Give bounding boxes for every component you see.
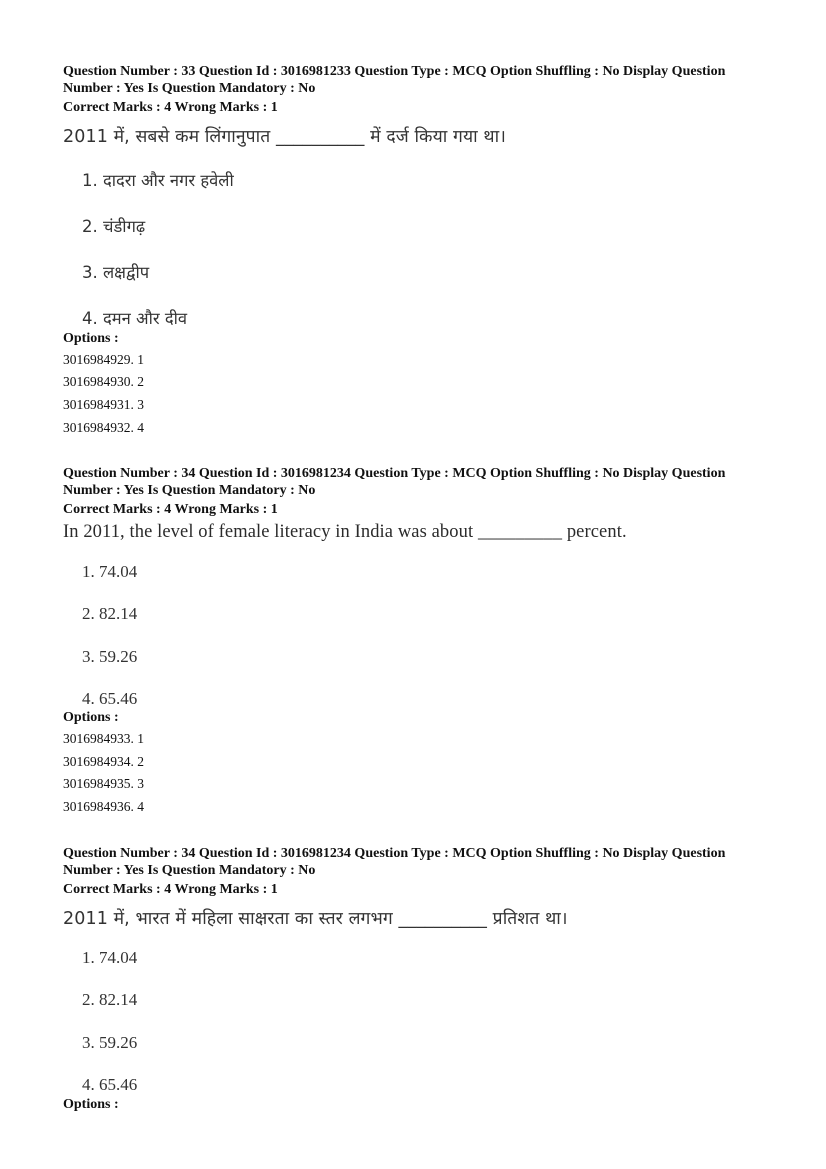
answer-choice: 1. 74.04 <box>82 948 138 967</box>
answer-choice: 2. 82.14 <box>82 990 138 1009</box>
marks-line: Correct Marks : 4 Wrong Marks : 1 <box>63 502 278 517</box>
answer-choice: 1. 74.04 <box>82 562 138 581</box>
option-id: 3016984935. 3 <box>63 776 144 791</box>
question-header <box>63 465 773 518</box>
option-id: 3016984936. 4 <box>63 799 144 814</box>
option-id: 3016984930. 2 <box>63 374 144 389</box>
answer-choice: 4. दमन और दीव <box>82 309 188 328</box>
answer-choice: 4. 65.46 <box>82 1075 138 1094</box>
answer-choice: 3. 59.26 <box>82 647 138 666</box>
question-text: 2011 में, सबसे कम लिंगानुपात __________ में दर्ज किया गया था। <box>63 127 506 147</box>
answer-choice: 2. चंडीगढ़ <box>82 217 146 236</box>
answer-choice: 2. 82.14 <box>82 604 138 623</box>
option-id: 3016984929. 1 <box>63 352 144 367</box>
question-meta-line: Question Number : 34 Question Id : 3016981234 Question Type : MCQ Option Shuffling : No Display Question <box>63 846 726 861</box>
option-id: 3016984933. 1 <box>63 731 144 746</box>
question-text: 2011 में, भारत में महिला साक्षरता का स्तर लगभग __________ प्रतिशत था। <box>63 909 568 929</box>
question-meta-line: Number : Yes Is Question Mandatory : No <box>63 81 316 96</box>
marks-line: Correct Marks : 4 Wrong Marks : 1 <box>63 100 278 115</box>
question-text: In 2011, the level of female literacy in India was about _________ percent. <box>63 522 627 542</box>
marks-line: Correct Marks : 4 Wrong Marks : 1 <box>63 882 278 897</box>
option-id: 3016984931. 3 <box>63 397 144 412</box>
question-header <box>63 845 773 898</box>
options-label: Options : <box>63 1097 119 1112</box>
options-label: Options : <box>63 331 119 346</box>
question-meta-line: Question Number : 33 Question Id : 3016981233 Question Type : MCQ Option Shuffling : No Display Question <box>63 64 726 79</box>
answer-choice: 1. दादरा और नगर हवेली <box>82 171 234 190</box>
answer-choice: 3. 59.26 <box>82 1033 138 1052</box>
option-id: 3016984934. 2 <box>63 754 144 769</box>
question-header <box>63 63 773 116</box>
question-meta-line: Question Number : 34 Question Id : 3016981234 Question Type : MCQ Option Shuffling : No Display Question <box>63 466 726 481</box>
question-meta-line: Number : Yes Is Question Mandatory : No <box>63 863 316 878</box>
answer-choice: 4. 65.46 <box>82 689 138 708</box>
option-id: 3016984932. 4 <box>63 420 144 435</box>
answer-choice: 3. लक्षद्वीप <box>82 263 150 282</box>
options-label: Options : <box>63 710 119 725</box>
question-meta-line: Number : Yes Is Question Mandatory : No <box>63 483 316 498</box>
